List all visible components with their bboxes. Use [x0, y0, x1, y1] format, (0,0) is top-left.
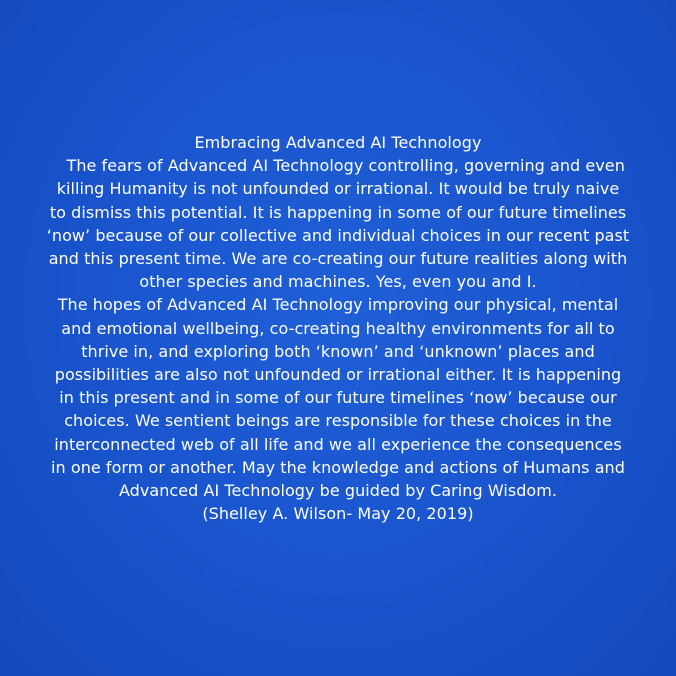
quote-line: Advanced AI Technology be guided by Caring Wisdom. — [118, 481, 558, 501]
quote-line: interconnected web of all life and we all experience the consequences — [54, 434, 622, 454]
quote-text-block — [20, 131, 656, 525]
quote-title: Embracing Advanced AI Technology — [194, 133, 482, 152]
quote-line: The hopes of Advanced AI Technology improving our physical, mental — [57, 295, 619, 315]
quote-line: choices. We sentient beings are responsible for these choices in the — [64, 411, 612, 431]
quote-attribution: (Shelley A. Wilson- May 20, 2019) — [202, 504, 474, 524]
quote-line: in this present and in some of our future timelines ‘now’ because our — [59, 388, 617, 408]
quote-line: in one form or another. May the knowledge and actions of Humans and — [51, 457, 625, 477]
quote-line: and emotional wellbeing, co-creating healthy environments for all to — [61, 318, 615, 338]
quote-line: thrive in, and exploring both ‘known’ and ‘unknown’ places and — [81, 341, 595, 361]
quote-line: The fears of Advanced AI Technology controlling, governing and even — [51, 156, 625, 176]
quote-line: killing Humanity is not unfounded or irrational. It would be truly naive — [56, 179, 620, 199]
quote-line: ‘now’ because of our collective and individual choices in our recent past — [46, 225, 630, 245]
quote-line: to dismiss this potential. It is happening in some of our future timelines — [49, 202, 627, 222]
quote-line: and this present time. We are co-creating our future realities along with — [48, 249, 628, 269]
quote-line: other species and machines. Yes, even you and I. — [139, 272, 537, 292]
quote-line: possibilities are also not unfounded or irrational either. It is happening — [54, 365, 622, 385]
